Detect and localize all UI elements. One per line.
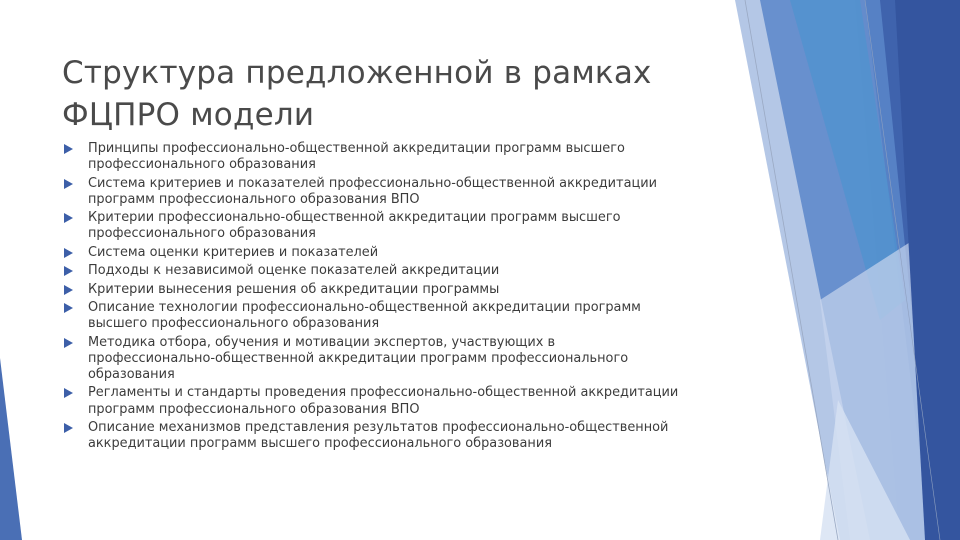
bullet-text-line: Регламенты и стандарты проведения профессионально-общественной аккредитации <box>88 385 679 401</box>
bullet-item <box>58 420 748 452</box>
bullet-text-line: Методика отбора, обучения и мотивации экспертов, участвующих в <box>88 334 556 350</box>
bullet-item <box>58 385 748 417</box>
bullet-list <box>58 141 748 455</box>
bullet-item <box>58 335 748 384</box>
bullet-text-line: Система оценки критериев и показателей <box>88 244 379 260</box>
bullet-item <box>58 282 748 298</box>
triangle-right-icon <box>64 144 73 154</box>
bullet-text-line: Описание механизмов представления результатов профессионально-общественной <box>88 419 669 435</box>
bullet-text-line: профессионального образования <box>88 226 316 242</box>
bullet-text-line: высшего профессионального образования <box>88 316 380 332</box>
triangle-right-icon <box>64 423 73 433</box>
bullet-text-line: Описание технологии профессионально-общественной аккредитации программ <box>88 299 641 315</box>
bullet-text-line: Подходы к независимой оценке показателей аккредитации <box>88 263 500 279</box>
triangle-right-icon <box>64 285 73 295</box>
bullet-item <box>58 210 748 242</box>
left-accent-sliver <box>0 358 22 540</box>
bullet-text-line: аккредитации программ высшего профессионального образования <box>88 436 552 452</box>
triangle-right-icon <box>64 266 73 276</box>
bullet-item <box>58 300 748 332</box>
bullet-text-line: программ профессионального образования ВПО <box>88 191 420 207</box>
bullet-item <box>58 263 748 279</box>
slide-title-line-1: Структура предложенной в рамках <box>62 55 652 91</box>
bullet-text-line: Принципы профессионально-общественной аккредитации программ высшего <box>88 141 625 156</box>
bullet-text-line: образования <box>88 366 175 382</box>
bullet-text-line: Критерии вынесения решения об аккредитации программы <box>88 281 500 297</box>
triangle-right-icon <box>64 388 73 398</box>
bullet-text-line: программ профессионального образования ВПО <box>88 401 420 417</box>
slide-title-line-2: ФЦПРО модели <box>62 97 315 133</box>
triangle-right-icon <box>64 179 73 189</box>
triangle-right-icon <box>64 303 73 313</box>
slide-title <box>62 52 682 136</box>
bullet-text-line: Критерии профессионально-общественной аккредитации программ высшего <box>88 210 621 226</box>
triangle-right-icon <box>64 338 73 348</box>
triangle-right-icon <box>64 248 73 258</box>
bullet-item <box>58 176 748 208</box>
bullet-item <box>58 141 748 173</box>
bullet-text-line: профессионально-общественной аккредитации программ профессионального <box>88 350 629 366</box>
bullet-text-line: Система критериев и показателей профессионально-общественной аккредитации <box>88 175 657 191</box>
bullet-item <box>58 245 748 261</box>
triangle-right-icon <box>64 213 73 223</box>
bullet-text-line: профессионального образования <box>88 157 316 173</box>
